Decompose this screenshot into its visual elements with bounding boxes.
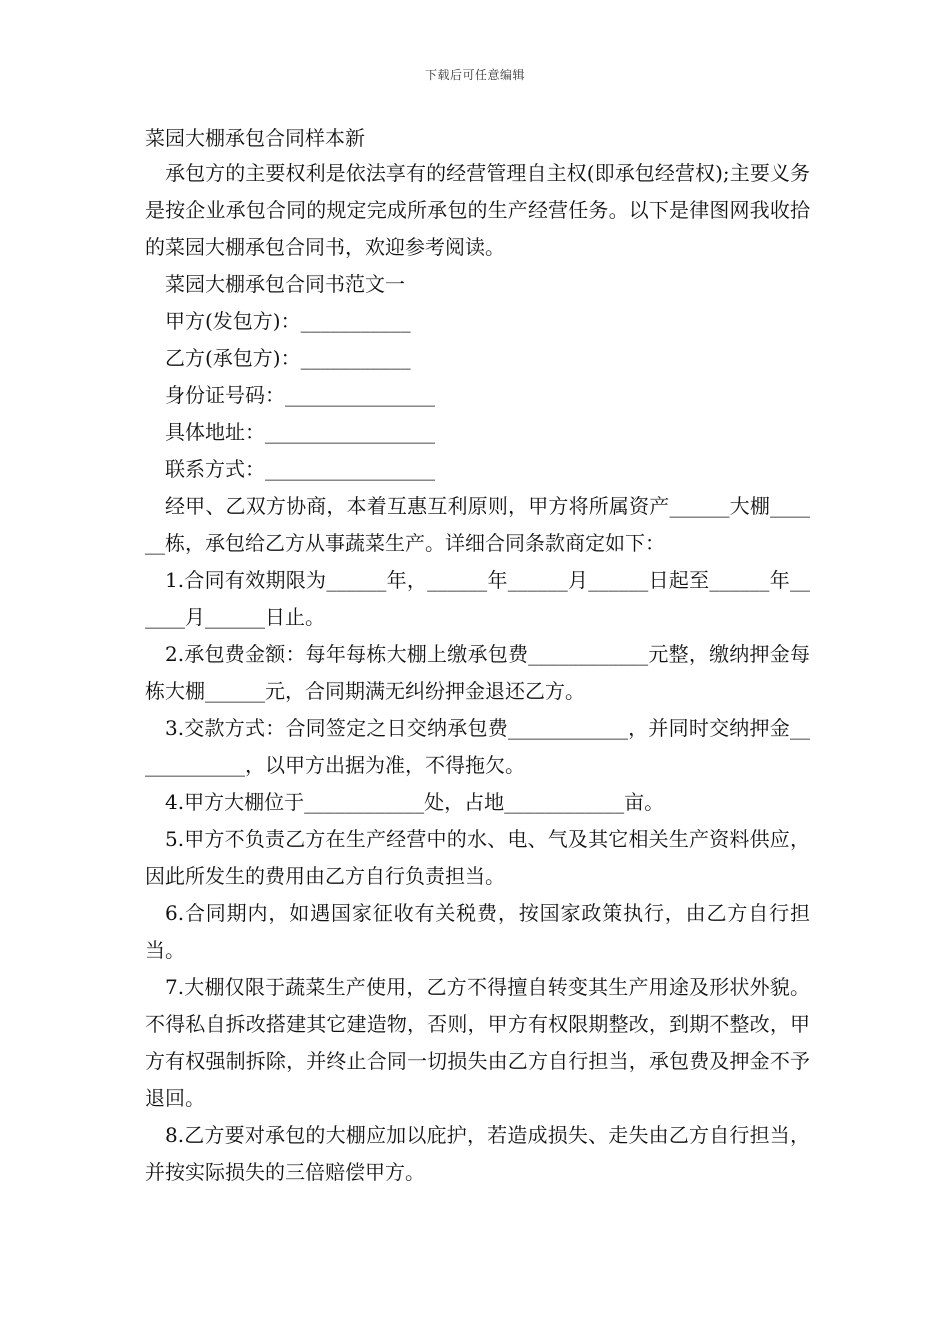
- intro-paragraph: 承包方的主要权利是依法享有的经营管理自主权(即承包经营权);主要义务是按企业承包合同的规定完成所承包的生产经营任务。以下是律图网我收拾的菜园大棚承包合同书，欢迎参考阅读。: [145, 161, 810, 259]
- field-address: 具体地址：_________________: [165, 420, 435, 444]
- field-contact: 联系方式：_________________: [165, 457, 435, 481]
- clause-4: 4.甲方大棚位于____________处，占地____________亩。: [165, 790, 665, 814]
- document-body: [145, 155, 810, 1191]
- clause-preamble: 经甲、乙双方协商，本着互惠互利原则，甲方将所属资产______大棚______栋，承包给乙方从事蔬菜生产。详细合同条款商定如下：: [145, 494, 810, 555]
- clause-2: 2.承包费金额：每年每栋大棚上缴承包费____________元整，缴纳押金每栋大棚______元，合同期满无纠纷押金退还乙方。: [145, 642, 810, 703]
- field-id-number: 身份证号码：_______________: [165, 383, 435, 407]
- clause-5: 5.甲方不负责乙方在生产经营中的水、电、气及其它相关生产资料供应，因此所发生的费用由乙方自行负责担当。: [145, 827, 810, 888]
- header-note: 下载后可任意编辑: [424, 68, 525, 82]
- field-party-a: 甲方(发包方)：___________: [165, 309, 411, 333]
- clause-6: 6.合同期内，如遇国家征收有关税费，按国家政策执行，由乙方自行担当。: [145, 901, 810, 962]
- clause-8: 8.乙方要对承包的大棚应加以庇护，若造成损失、走失由乙方自行担当，并按实际损失的三倍赔偿甲方。: [145, 1123, 810, 1184]
- clause-1: 1.合同有效期限为______年，______年______月______日起至______年______月______日止。: [145, 568, 810, 629]
- document-title: 菜园大棚承包合同样本新: [145, 126, 365, 150]
- field-party-b: 乙方(承包方)：___________: [165, 346, 411, 370]
- clause-7: 7.大棚仅限于蔬菜生产使用，乙方不得擅自转变其生产用途及形状外貌。不得私自拆改搭建其它建造物，否则，甲方有权限期整改，到期不整改，甲方有权强制拆除，并终止合同一切损失由乙方自行担当，承包费及押金不予退回。: [145, 975, 810, 1110]
- section-heading: 菜园大棚承包合同书范文一: [165, 272, 405, 296]
- clause-3: 3.交款方式：合同签定之日交纳承包费____________，并同时交纳押金____________，以甲方出据为准，不得拖欠。: [145, 716, 810, 777]
